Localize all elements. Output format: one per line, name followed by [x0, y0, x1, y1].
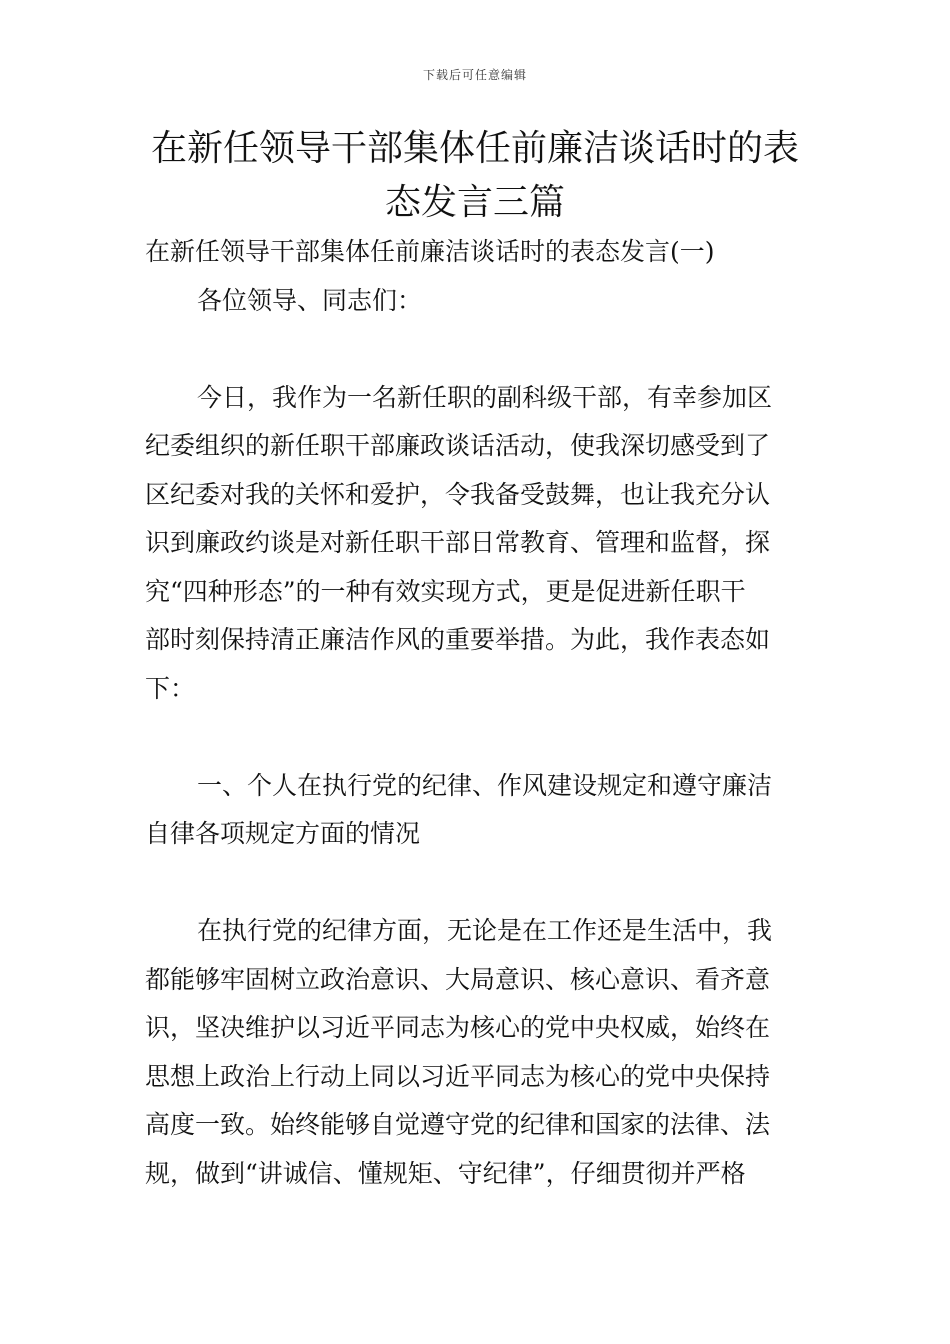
title-line-2: 态发言三篇 [384, 182, 565, 223]
paragraph-gap [145, 325, 807, 374]
speech-subtitle: 在新任领导干部集体任前廉洁谈话时的表态发言(一) [145, 237, 715, 266]
header-note: 下载后可任意编辑 [422, 68, 527, 82]
paragraph-gap [145, 713, 807, 762]
text-line: 在执行党的纪律方面，无论是在工作还是生活中，我 [197, 916, 773, 945]
title-line-1: 在新任领导干部集体任前廉洁谈话时的表 [150, 128, 799, 169]
text-line: 自律各项规定方面的情况 [145, 819, 421, 848]
document-body [145, 228, 807, 1198]
paragraph-2 [145, 907, 807, 1198]
text-line: 识，坚决维护以习近平同志为核心的党中央权威，始终在 [145, 1013, 771, 1042]
text-line: 规，做到“讲诚信、懂规矩、守纪律”，仔细贯彻并严格 [145, 1158, 746, 1188]
text-line: 究“四种形态”的一种有效实现方式，更是促进新任职干 [145, 576, 746, 606]
text-line: 都能够牢固树立政治意识、大局意识、核心意识、看齐意 [145, 964, 771, 994]
greeting: 各位领导、同志们： [197, 285, 423, 315]
document-title [140, 122, 810, 230]
text-line: 区纪委对我的关怀和爱护，令我备受鼓舞，也让我充分认 [145, 479, 771, 509]
section-heading [145, 762, 807, 859]
text-line: 思想上政治上行动上同以习近平同志为核心的党中央保持 [145, 1061, 771, 1091]
text-line: 一、个人在执行党的纪律、作风建设规定和遵守廉洁 [197, 770, 773, 800]
text-line: 下： [145, 673, 196, 703]
text-line: 纪委组织的新任职干部廉政谈话活动，使我深切感受到了 [145, 431, 771, 460]
paragraph-gap [145, 859, 807, 908]
text-line: 高度一致。始终能够自觉遵守党的纪律和国家的法律、法 [145, 1110, 771, 1139]
text-line: 今日，我作为一名新任职的副科级干部，有幸参加区 [197, 382, 773, 412]
text-line: 识到廉政约谈是对新任职干部日常教育、管理和监督，探 [145, 528, 771, 557]
text-line: 部时刻保持清正廉洁作风的重要举措。为此，我作表态如 [145, 625, 771, 654]
paragraph-1 [145, 374, 807, 714]
